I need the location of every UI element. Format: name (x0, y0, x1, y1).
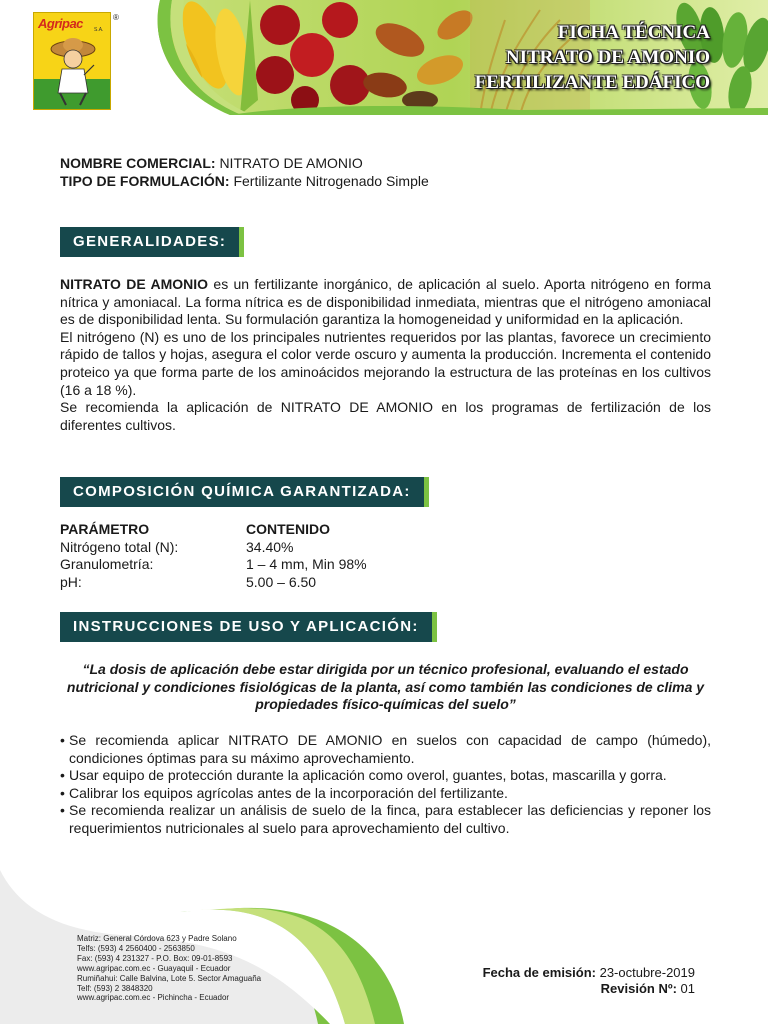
product-name-bold: NITRATO DE AMONIO (60, 276, 209, 292)
agripac-logo (33, 12, 111, 110)
revision-label: Revisión Nº: (600, 981, 677, 996)
address-line: Telfs: (593) 4 2560400 - 2563850 (77, 943, 195, 953)
address-line: www.agripac.com.ec - Pichincha - Ecuador (77, 993, 230, 1003)
table-row (60, 539, 367, 557)
list-item: • Calibrar los equipos agrícolas antes de la incorporación del fertilizante. (60, 784, 508, 801)
address-line: www.agripac.com.ec - Guayaquil - Ecuador (77, 963, 231, 973)
address-line: Matriz: General Córdova 623 y Padre Solano (77, 934, 237, 943)
content-cell: 5.00 – 6.50 (246, 573, 317, 590)
table-row (60, 556, 367, 574)
bullet-icon: • (60, 784, 65, 801)
parameter-cell: Granulometría: (60, 556, 154, 573)
logo-text: Agripac (38, 16, 83, 31)
product-name-value: NITRATO DE AMONIO (219, 155, 363, 171)
section-header-instructions: INSTRUCCIONES DE USO Y APLICACIÓN: (60, 612, 432, 642)
formulation-value: Fertilizante Nitrogenado Simple (233, 173, 429, 189)
formulation-row (60, 172, 711, 190)
product-name-row (60, 154, 711, 172)
address-line: Rumiñahui: Calle Balvina, Lote 5. Sector Amaguaña (77, 973, 262, 983)
bullet-icon: • (60, 732, 65, 748)
address-line: Fax: (593) 4 231327 - P.O. Box: 09-01-8593 (77, 953, 233, 963)
dosage-quote: “La dosis de aplicación debe estar dirigida por un técnico profesional, evaluando el estado nutricional y condiciones fisiológicas de la planta, así como también las condiciones de clima y propiedades físico-químicas del suelo” (66, 661, 705, 713)
parameter-cell: pH: (60, 573, 82, 590)
composition-table (60, 521, 367, 591)
general-paragraph-3: Se recomienda la aplicación de NITRATO DE AMONIO en los programas de fertilización de los diferentes cultivos. (60, 399, 711, 433)
parameter-cell: Nitrógeno total (N): (60, 538, 179, 555)
product-info (60, 154, 711, 190)
list-item: • Usar equipo de protección durante la aplicación como overol, guantes, botas, mascarilla y gorra. (60, 767, 667, 784)
registered-mark: ® (113, 13, 119, 22)
emission-date-label: Fecha de emisión: (482, 965, 596, 980)
composition-header-row (60, 521, 367, 539)
header-banner (0, 0, 768, 115)
emission-date-row (483, 965, 695, 981)
general-paragraph-1: NITRATO DE AMONIO es un fertilizante inorgánico, de aplicación al suelo. Aporta nitrógeno en forma nítrica y amoniacal. La forma nítrica es de disponibilidad inmediata, mientras que el nitrógeno amoniacal es de disponibilidad lenta. Su formulación garantiza la homogeneidad y uniformidad en la aplicación. (60, 276, 712, 328)
revision-value: 01 (676, 981, 695, 996)
content-column-header: CONTENIDO (246, 521, 330, 537)
title-line-3: FERTILIZANTE EDÁFICO (474, 72, 710, 93)
general-paragraph-2: El nitrógeno (N) es uno de los principales nutrientes requeridos por las plantas, favorece un crecimiento rápido de tallos y hojas, asegura el color verde oscuro y aumenta la producción. Incrementa el contenido proteico ya que forma parte de los aminoácidos mejorando la estructura de las proteínas en los cultivos (16 a 18 %). (60, 328, 711, 398)
section-header-composition: COMPOSICIÓN QUÍMICA GARANTIZADA: (60, 477, 424, 507)
title-line-1: FICHA TÉCNICA (557, 22, 710, 43)
bullet-icon: • (60, 767, 65, 784)
revision-row (483, 981, 695, 997)
title-line-2: NITRATO DE AMONIO (505, 47, 710, 68)
address-line: Telf: (593) 2 3848320 (77, 983, 153, 993)
list-item: • Se recomienda realizar un análisis de suelo de la finca, para establecer las deficiencias y reponer los requerimientos nutricionales al suelo para aprovechamiento del cultivo. (60, 802, 711, 836)
farmer-mascot-icon (48, 35, 98, 107)
list-item: • Se recomienda aplicar NITRATO DE AMONIO en suelos con capacidad de campo (húmedo), condiciones óptimas para su máximo aprovechamiento. (60, 732, 711, 766)
content-cell: 34.40% (246, 538, 294, 555)
document-title (475, 20, 710, 95)
emission-date-value: 23-octubre-2019 (595, 965, 695, 980)
general-description (60, 276, 711, 434)
logo-suffix: S.A. (94, 27, 104, 33)
table-row (60, 574, 367, 592)
company-address (77, 934, 261, 1003)
document-issue-info (483, 965, 695, 997)
section-header-general: GENERALIDADES: (60, 227, 239, 257)
formulation-label: TIPO DE FORMULACIÓN: (60, 173, 230, 189)
parameter-column-header: PARÁMETRO (60, 521, 150, 537)
bullet-icon: • (60, 802, 65, 819)
content-cell: 1 – 4 mm, Min 98% (246, 556, 367, 573)
product-name-label: NOMBRE COMERCIAL: (60, 155, 216, 171)
